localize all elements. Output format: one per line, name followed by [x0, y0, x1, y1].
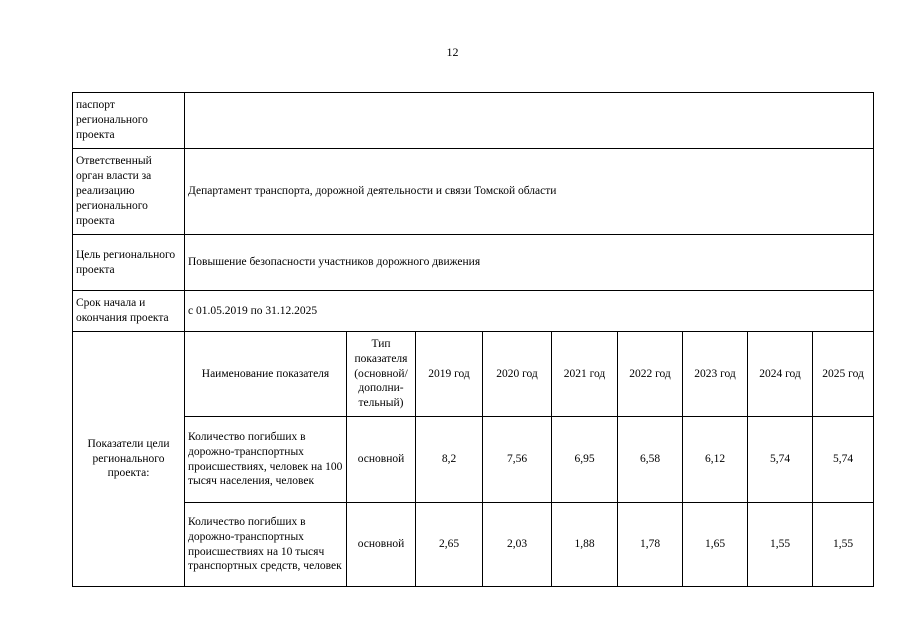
indicator-value: 7,56: [483, 417, 552, 503]
indicator-type: основной: [347, 503, 416, 587]
period-row: [73, 291, 874, 332]
responsible-label: Ответственный орган власти за реализацию регионального проекта: [73, 149, 185, 235]
indicator-value: 2,03: [483, 503, 552, 587]
indicator-row: [73, 417, 874, 503]
indicator-value: 1,78: [618, 503, 683, 587]
indicator-value: 1,88: [552, 503, 618, 587]
goal-row: [73, 235, 874, 291]
year-header: 2023 год: [683, 332, 748, 417]
year-header: 2020 год: [483, 332, 552, 417]
year-header: 2024 год: [748, 332, 813, 417]
page-number: 12: [446, 45, 459, 59]
indicator-name-header: Наименование показателя: [185, 332, 347, 417]
indicator-value: 6,12: [683, 417, 748, 503]
indicator-type-header: Тип показателя (основной/ дополни-тельный): [347, 332, 416, 417]
responsible-row: [73, 149, 874, 235]
indicator-row: [73, 503, 874, 587]
period-value: с 01.05.2019 по 31.12.2025: [185, 291, 874, 332]
passport-value: [185, 93, 874, 149]
passport-row: [73, 93, 874, 149]
indicator-name: Количество погибших в дорожно-транспортных происшествиях, человек на 100 тысяч населения, человек: [185, 417, 347, 503]
indicators-section-label: Показатели цели регионального проекта:: [73, 332, 185, 587]
year-header: 2022 год: [618, 332, 683, 417]
indicators-header-row: [73, 332, 874, 417]
goal-label: Цель регионального проекта: [73, 235, 185, 291]
year-header: 2021 год: [552, 332, 618, 417]
goal-value: Повышение безопасности участников дорожного движения: [185, 235, 874, 291]
indicator-value: 2,65: [416, 503, 483, 587]
indicator-value: 5,74: [748, 417, 813, 503]
indicator-value: 5,74: [813, 417, 874, 503]
indicator-value: 6,58: [618, 417, 683, 503]
project-passport-table: [72, 92, 874, 587]
indicator-value: 1,55: [748, 503, 813, 587]
indicator-type: основной: [347, 417, 416, 503]
year-header: 2019 год: [416, 332, 483, 417]
indicator-value: 1,65: [683, 503, 748, 587]
period-label: Срок начала и окончания проекта: [73, 291, 185, 332]
responsible-value: Департамент транспорта, дорожной деятельности и связи Томской области: [185, 149, 874, 235]
indicator-value: 1,55: [813, 503, 874, 587]
year-header: 2025 год: [813, 332, 874, 417]
indicator-name: Количество погибших в дорожно-транспортных происшествиях на 10 тысяч транспортных средств, человек: [185, 503, 347, 587]
indicator-value: 6,95: [552, 417, 618, 503]
indicator-value: 8,2: [416, 417, 483, 503]
passport-label: паспорт регионального проекта: [73, 93, 185, 149]
